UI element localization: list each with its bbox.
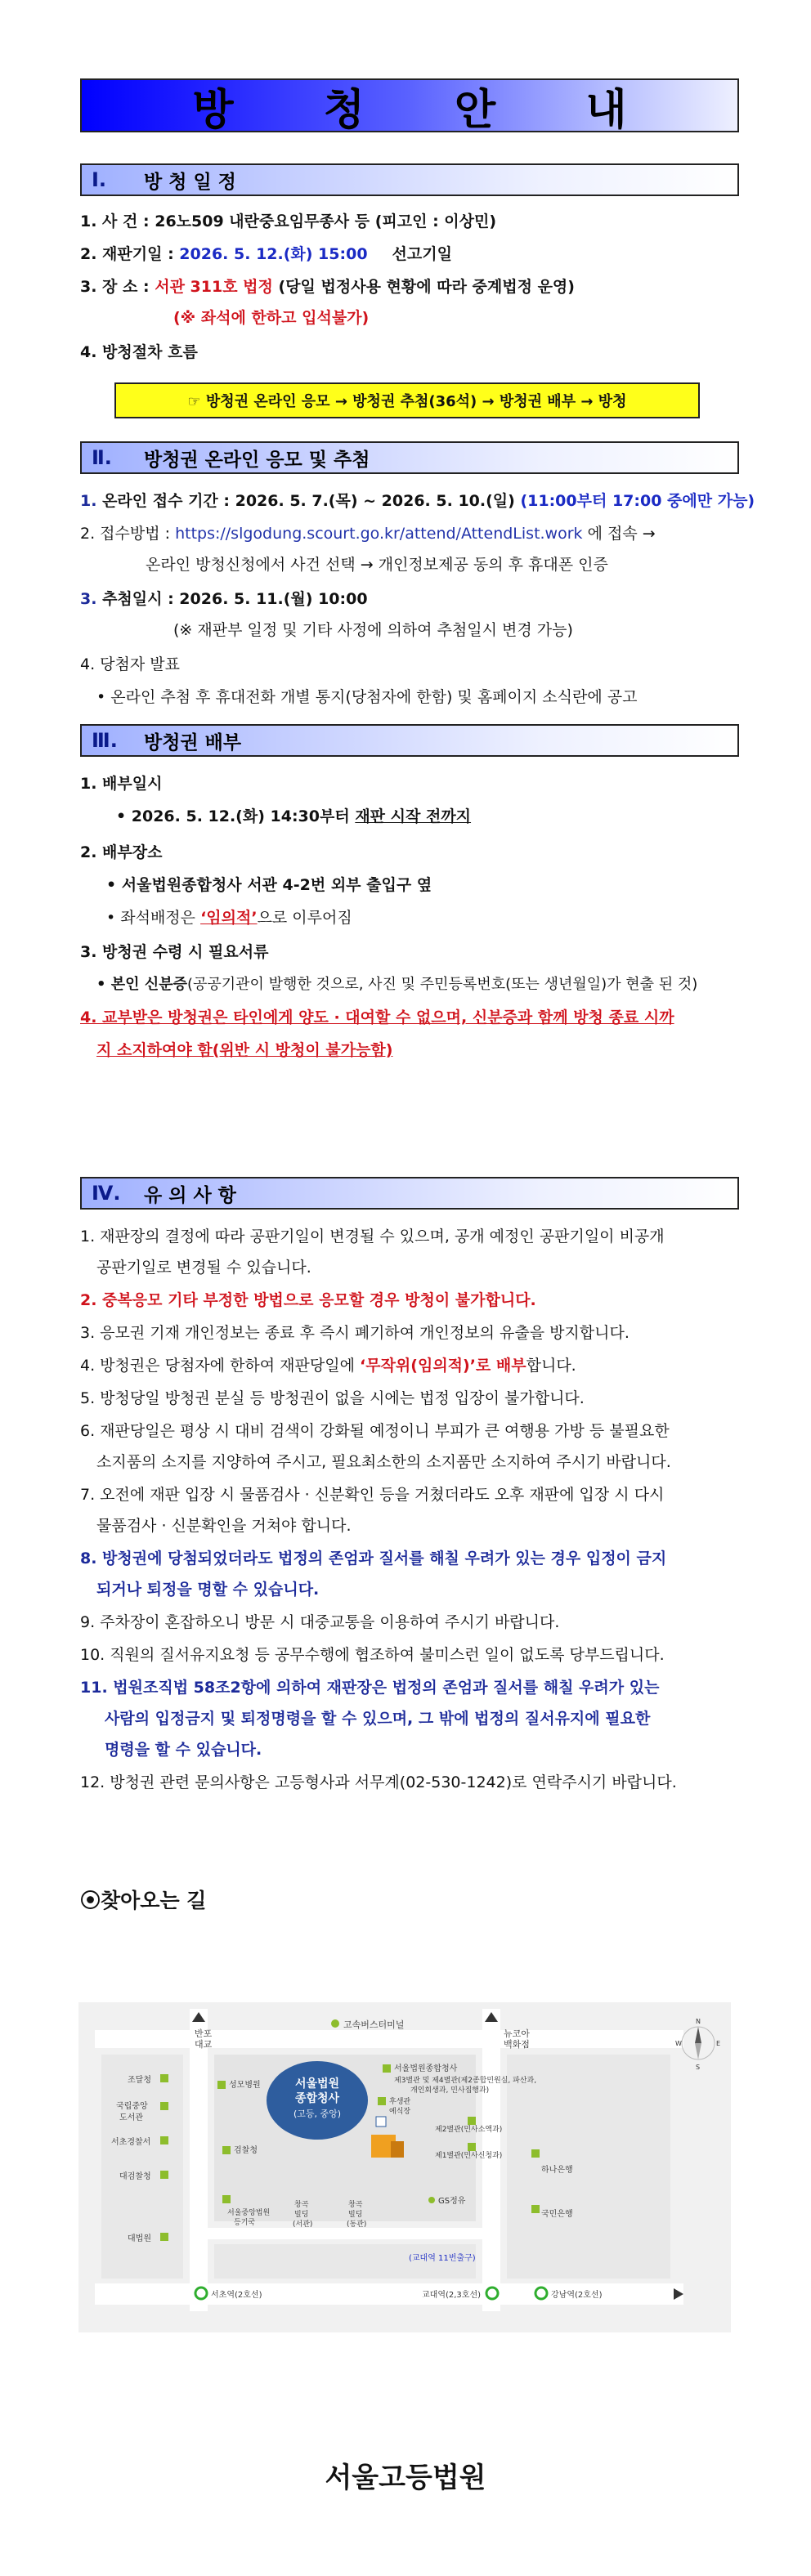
- parking-icon: [376, 2117, 386, 2127]
- map-annex2: 제2별관(민사소액과): [435, 2126, 503, 2134]
- section-4-number: Ⅳ.: [92, 1182, 121, 1205]
- station-gangnam-icon: [535, 2288, 547, 2299]
- map-seocho-police: 서초경찰서: [111, 2138, 151, 2147]
- compass-n: N: [696, 2018, 701, 2025]
- transfer-warning-line1: 4. 교부받은 방청권은 타인에게 양도 · 대여할 수 없으며, 신분증과 함께 방청 종료 시까: [80, 1008, 674, 1026]
- required-docs-id: • 본인 신분증: [96, 976, 187, 993]
- apply-method-line: [80, 523, 656, 544]
- station-seocho-icon: [195, 2288, 207, 2299]
- map-newcore-2: 백화점: [504, 2039, 530, 2050]
- place-value: 서관 311호 법정: [155, 278, 273, 296]
- lottery-date-line: [80, 588, 368, 610]
- road-horizontal-north: [95, 2030, 683, 2048]
- lottery-date-text: 추첨일시 : 2026. 5. 11.(월) 10:00: [96, 590, 368, 608]
- road-vertical-east: [482, 2009, 500, 2311]
- map-station-gangnam: 강남역(2호선): [551, 2291, 603, 2300]
- map-library-1: 국립중앙: [116, 2102, 148, 2111]
- place-note: (당일 법정사용 현황에 따라 중계법정 운영): [272, 278, 575, 296]
- map-exit11: (교대역 11번출구): [409, 2254, 476, 2263]
- apply-link[interactable]: https://slgodung.scourt.go.kr/attend/AttendList.work: [175, 525, 583, 543]
- compass-s: S: [696, 2064, 701, 2071]
- notice-1-line1: 1. 재판장의 결정에 따라 공판기일이 변경될 수 있으며, 공개 예정인 공판기일이 비공개: [80, 1228, 665, 1246]
- date-type: 선고기일: [392, 245, 452, 263]
- map-changgok-w-1: 창곡: [294, 2201, 309, 2209]
- distribution-place-detail: • 서울법원종합청사 서관 4-2번 외부 출입구 옆: [106, 876, 432, 894]
- page-title-banner: [80, 78, 739, 135]
- lottery-date-note: (※ 재판부 일정 및 기타 사정에 의하여 추첨일시 변경 가능): [173, 621, 573, 639]
- notice-4-suffix: 합니다.: [526, 1357, 576, 1375]
- map-hana: 하나은행: [541, 2166, 573, 2175]
- complex-icon: [383, 2064, 391, 2073]
- map-newcore-1: 뉴코아: [504, 2028, 530, 2039]
- gs-icon: [428, 2197, 435, 2203]
- map-registry-1: 서울중앙법원: [227, 2209, 271, 2217]
- map-court-3: (고등, 중앙): [293, 2109, 342, 2119]
- directions-title: ⦿찾아오는 길: [80, 1889, 207, 1912]
- seongmo-icon: [217, 2081, 226, 2089]
- apply-method-continued: 온라인 방청신청에서 사건 선택 → 개인정보제공 동의 후 휴대폰 인증: [146, 556, 608, 574]
- map-station-gyodae: 교대역(2,3호선): [422, 2291, 482, 2300]
- map-kookmin: 국민은행: [541, 2210, 573, 2219]
- hana-icon: [531, 2149, 540, 2158]
- section-1-number: Ⅰ.: [92, 168, 107, 191]
- footer-court-name: 서울고등법원: [325, 2462, 486, 2494]
- date-label: 2. 재판기일 :: [80, 245, 180, 263]
- page-title: 방 청 안 내: [192, 85, 665, 135]
- map-jodang: 조달청: [128, 2076, 151, 2085]
- seat-assignment-keyword: ‘임의적’: [200, 909, 258, 927]
- notice-2: 2. 중복응모 기타 부정한 방법으로 응모할 경우 방청이 불가합니다.: [80, 1291, 536, 1309]
- distribution-time-detail: [116, 806, 471, 827]
- map-library-2: 도서관: [119, 2113, 143, 2122]
- map-changgok-e-1: 창곡: [348, 2201, 363, 2209]
- winner-announce-label: 4. 당첨자 발표: [80, 655, 180, 673]
- annex1-icon: [468, 2143, 476, 2151]
- location-map-svg: [78, 2002, 731, 2332]
- map-changgok-w-2: 빌딩: [294, 2211, 309, 2219]
- notice-7-line1: 7. 오전에 재판 입장 시 물품검사 · 신분확인 등을 거쳤더라도 오후 재판에 입장 시 다시: [80, 1486, 665, 1504]
- required-docs-label: 3. 방청권 수령 시 필요서류: [80, 943, 269, 961]
- place-line: [80, 276, 575, 297]
- map-bus-terminal: 고속버스터미널: [343, 2019, 405, 2030]
- procedure-flow: ☞ 방청권 온라인 응모 → 방청권 추첨(36석) → 방청권 배부 → 방청: [187, 393, 627, 410]
- seat-assignment-note: [106, 907, 352, 928]
- case-label: 1. 사 건 :: [80, 212, 155, 230]
- map-complex-3: 개인회생과, 민사집행과): [410, 2086, 490, 2095]
- procedure-flow-box: [114, 382, 700, 418]
- notice-4-keyword: ‘무작위(임의적)’로 배부: [360, 1357, 526, 1375]
- notice-8-line1: 8. 방청권에 당첨되었더라도 법정의 존엄과 질서를 해칠 우려가 있는 경우 입정이 금지: [80, 1550, 667, 1568]
- supreme-prosecutor-icon: [160, 2171, 168, 2179]
- map-banpo-1: 반포: [195, 2028, 213, 2039]
- notice-10: 10. 직원의 질서유지요청 등 공무수행에 협조하여 불미스런 일이 없도록 당부드립니다.: [80, 1646, 665, 1664]
- notice-12: 12. 방청권 관련 문의사항은 고등형사과 서무계(02-530-1242)로 연락주시기 바랍니다.: [80, 1773, 677, 1791]
- map-banpo-2: 대교: [195, 2039, 213, 2050]
- map-complex-1: 서울법원종합청사: [394, 2064, 458, 2073]
- supreme-court-icon: [160, 2233, 168, 2241]
- station-gyodae-icon: [486, 2288, 498, 2299]
- section-2-number: Ⅱ.: [92, 446, 112, 469]
- seat-note: (※ 좌석에 한하고 입석불가): [173, 309, 370, 327]
- online-period-number: 1.: [80, 492, 97, 510]
- distribution-time-label: 1. 배부일시: [80, 775, 163, 793]
- prosecutor-icon: [222, 2146, 231, 2154]
- notice-9: 9. 주차장이 혼잡하오니 방문 시 대중교통을 이용하여 주시기 바랍니다.: [80, 1613, 560, 1631]
- transfer-warning-line2: 지 소지하여야 함(위반 시 방청이 불가능함): [96, 1041, 393, 1059]
- police-icon: [160, 2136, 168, 2144]
- map-registry-2: 등기국: [234, 2219, 256, 2227]
- notice-8-line2: 되거나 퇴정을 명할 수 있습니다.: [96, 1581, 320, 1599]
- distribution-time-start: • 2026. 5. 12.(화) 14:30부터: [116, 807, 356, 825]
- map-annex1: 제1별관(민사신청과): [435, 2152, 503, 2160]
- apply-method-suffix: 에 접속 →: [582, 525, 656, 543]
- map-welfare-2: 예식장: [389, 2108, 411, 2116]
- compass-w: W: [675, 2040, 682, 2047]
- section-4-header: [80, 1177, 739, 1210]
- lottery-date-number: 3.: [80, 590, 97, 608]
- jodang-icon: [160, 2074, 168, 2082]
- location-map: [78, 2002, 731, 2332]
- date-line: [80, 244, 452, 265]
- notice-7-line2: 물품검사 · 신분확인을 거쳐야 합니다.: [96, 1517, 352, 1535]
- map-changgok-e-2: 빌딩: [348, 2211, 363, 2219]
- notice-5: 5. 방청당일 방청권 분실 등 방청권이 없을 시에는 법정 입장이 불가합니다.: [80, 1389, 585, 1407]
- map-supreme-prosecutor: 대검찰청: [119, 2172, 151, 2181]
- library-icon: [160, 2102, 168, 2110]
- required-docs-detail: [96, 974, 697, 995]
- section-1-title: 방 청 일 정: [144, 171, 236, 193]
- section-3-title: 방청권 배부: [144, 731, 242, 754]
- kookmin-icon: [531, 2205, 540, 2213]
- compass-e: E: [716, 2040, 721, 2047]
- section-3-header: [80, 724, 739, 757]
- road-inner: [208, 2228, 482, 2239]
- map-supreme-court: 대법원: [128, 2234, 151, 2243]
- apply-method-label: 2. 접수방법 :: [80, 525, 176, 543]
- distribution-time-end: 재판 시작 전까지: [355, 807, 472, 825]
- map-changgok-e-3: (동관): [347, 2220, 367, 2229]
- map-court-1: 서울법원: [294, 2077, 340, 2091]
- section-2-title: 방청권 온라인 응모 및 추첨: [144, 449, 370, 471]
- case-line: [80, 211, 496, 232]
- block-east: [507, 2055, 670, 2279]
- winner-announce-detail: • 온라인 추첨 후 휴대전화 개별 통지(당첨자에 한함) 및 홈페이지 소식란에 공고: [96, 688, 638, 706]
- date-value: 2026. 5. 12.(화) 15:00: [179, 245, 368, 263]
- map-station-seocho: 서초역(2호선): [211, 2291, 262, 2300]
- place-label: 3. 장 소 :: [80, 278, 155, 296]
- seat-assignment-prefix: • 좌석배정은: [106, 909, 201, 927]
- notice-4: [80, 1355, 576, 1376]
- section-1-header: [80, 163, 739, 196]
- notice-1-line2: 공판기일로 변경될 수 있습니다.: [96, 1259, 311, 1277]
- online-period-text: 온라인 접수 기간 : 2026. 5. 7.(목) ~ 2026. 5. 10.(일): [96, 492, 521, 510]
- court-building-side-icon: [391, 2141, 404, 2158]
- online-period-line: [80, 490, 755, 512]
- block-west: [101, 2055, 183, 2279]
- map-welfare-1: 후생관: [389, 2098, 411, 2106]
- notice-11-line3: 명령을 할 수 있습니다.: [105, 1741, 262, 1759]
- welfare-icon: [378, 2097, 386, 2105]
- distribution-place-label: 2. 배부장소: [80, 843, 163, 861]
- map-complex-2: 제3별관 및 제4별관(제2종합민원실, 파산과,: [394, 2077, 537, 2085]
- online-period-note: (11:00부터 17:00 중에만 가능): [520, 492, 755, 510]
- notice-11-line2: 사람의 입정금지 및 퇴정명령을 할 수 있으며, 그 밖에 법정의 질서유지에 필요한: [105, 1710, 651, 1728]
- map-seongmo: 성모병원: [229, 2081, 261, 2090]
- map-prosecutor: 검찰청: [234, 2146, 258, 2155]
- section-2-header: [80, 441, 739, 474]
- notice-6-line1: 6. 재판당일은 평상 시 대비 검색이 강화될 예정이니 부피가 큰 여행용 가방 등 불필요한: [80, 1422, 670, 1440]
- section-3-number: Ⅲ.: [92, 729, 118, 752]
- seat-assignment-suffix: 으로 이루어짐: [257, 909, 352, 927]
- section-4-title: 유 의 사 항: [144, 1184, 236, 1206]
- case-value: 26노509 내란중요임무종사 등 (피고인 : 이상민): [155, 212, 497, 230]
- annex2-icon: [468, 2117, 476, 2125]
- registry-icon: [222, 2195, 231, 2203]
- procedure-label: 4. 방청절차 흐름: [80, 343, 198, 361]
- map-changgok-w-3: (서관): [293, 2220, 313, 2229]
- required-docs-condition: (공공기관이 발행한 것으로, 사진 및 주민등록번호(또는 생년월일)가 현출 된 것): [186, 976, 698, 993]
- notice-4-prefix: 4. 방청권은 당첨자에 한하여 재판당일에: [80, 1357, 360, 1375]
- map-gs: GS정유: [438, 2197, 466, 2206]
- notice-11-line1: 11. 법원조직법 58조2항에 의하여 재판장은 법정의 존엄과 질서를 해칠 우려가 있는: [80, 1679, 660, 1697]
- bus-terminal-icon: [331, 2019, 339, 2028]
- notice-6-line2: 소지품의 소지를 지양하여 주시고, 필요최소한의 소지품만 소지하여 주시기 바랍니다.: [96, 1453, 671, 1471]
- map-court-2: 종합청사: [294, 2092, 340, 2105]
- notice-3: 3. 응모권 기재 개인정보는 종료 후 즉시 폐기하여 개인정보의 유출을 방지합니다.: [80, 1324, 630, 1342]
- road-vertical-west: [190, 2009, 208, 2311]
